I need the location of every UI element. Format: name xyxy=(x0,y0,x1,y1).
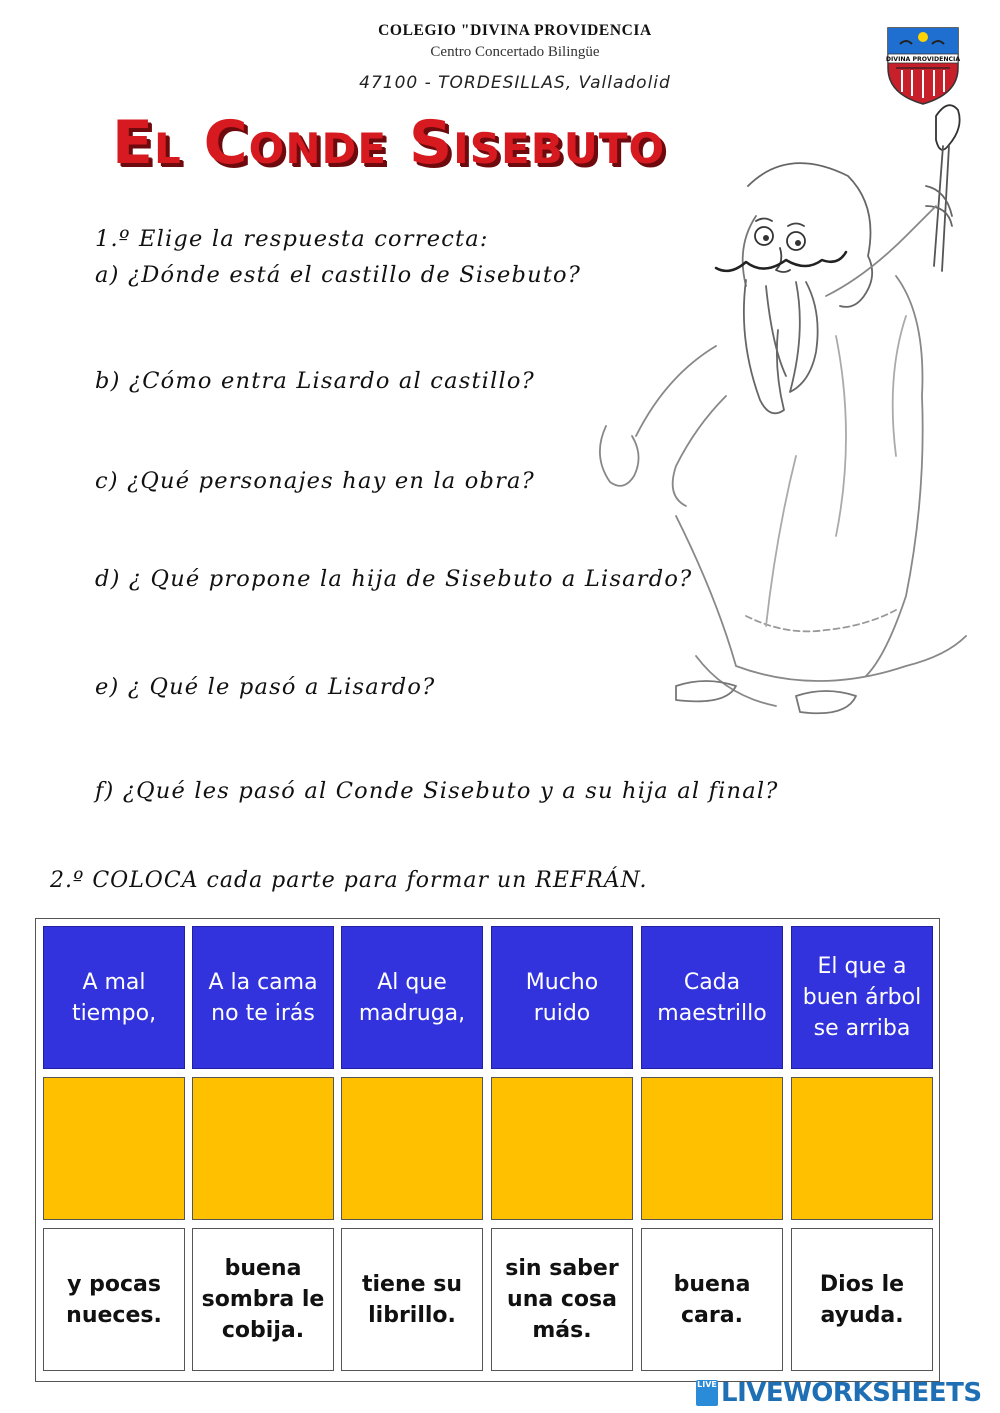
question-a: a) ¿Dónde está el castillo de Sisebuto? xyxy=(95,262,582,288)
school-name: COLEGIO "DIVINA PROVIDENCIA xyxy=(378,22,652,39)
drop-zone-2[interactable] xyxy=(192,1077,334,1220)
drop-zone-6[interactable] xyxy=(791,1077,933,1220)
proverb-start-1: A mal tiempo, xyxy=(43,926,185,1069)
proverb-ending-6[interactable]: Dios le ayuda. xyxy=(791,1228,933,1371)
drop-zone-3[interactable] xyxy=(341,1077,483,1220)
drop-zone-1[interactable] xyxy=(43,1077,185,1220)
proverb-start-2: A la cama no te irás xyxy=(192,926,334,1069)
count-sisebuto-drawing-icon xyxy=(596,96,1000,736)
proverb-start-6: El que a buen árbol se arriba xyxy=(791,926,933,1069)
liveworksheets-brand: LIVEWORKSHEETS xyxy=(721,1378,982,1408)
section1-heading: 1.º Elige la respuesta correcta: xyxy=(95,226,489,252)
proverb-start-5: Cada maestrillo xyxy=(641,926,783,1069)
question-d: d) ¿ Qué propone la hija de Sisebuto a Lisardo? xyxy=(95,566,693,592)
drop-zone-5[interactable] xyxy=(641,1077,783,1220)
drop-zone-4[interactable] xyxy=(491,1077,633,1220)
question-b: b) ¿Cómo entra Lisardo al castillo? xyxy=(95,368,535,394)
page-title: El Conde Sisebuto xyxy=(112,108,666,178)
school-crest-icon xyxy=(882,24,964,106)
proverb-start-4: Mucho ruido xyxy=(491,926,633,1069)
proverb-ending-5[interactable]: buena cara. xyxy=(641,1228,783,1371)
section2-heading: 2.º COLOCA cada parte para formar un REFRÁN. xyxy=(50,868,648,893)
liveworksheets-logo-icon: LIVE xyxy=(696,1380,718,1406)
proverb-ending-3[interactable]: tiene su librillo. xyxy=(341,1228,483,1371)
question-f: f) ¿Qué les pasó al Conde Sisebuto y a su hija al final? xyxy=(95,778,779,804)
crest-text: DIVINA PROVIDENCIA xyxy=(885,56,961,63)
school-address: 47100 - TORDESILLAS, Valladolid xyxy=(359,73,671,93)
liveworksheets-logo xyxy=(696,1378,982,1408)
question-e: e) ¿ Qué le pasó a Lisardo? xyxy=(95,674,436,700)
question-c: c) ¿Qué personajes hay en la obra? xyxy=(95,468,535,494)
proverb-ending-1[interactable]: y pocas nueces. xyxy=(43,1228,185,1371)
proverb-start-3: Al que madruga, xyxy=(341,926,483,1069)
proverb-ending-4[interactable]: sin saber una cosa más. xyxy=(491,1228,633,1371)
school-subtitle: Centro Concertado Bilingüe xyxy=(430,44,600,60)
proverb-ending-2[interactable]: buena sombra le cobija. xyxy=(192,1228,334,1371)
